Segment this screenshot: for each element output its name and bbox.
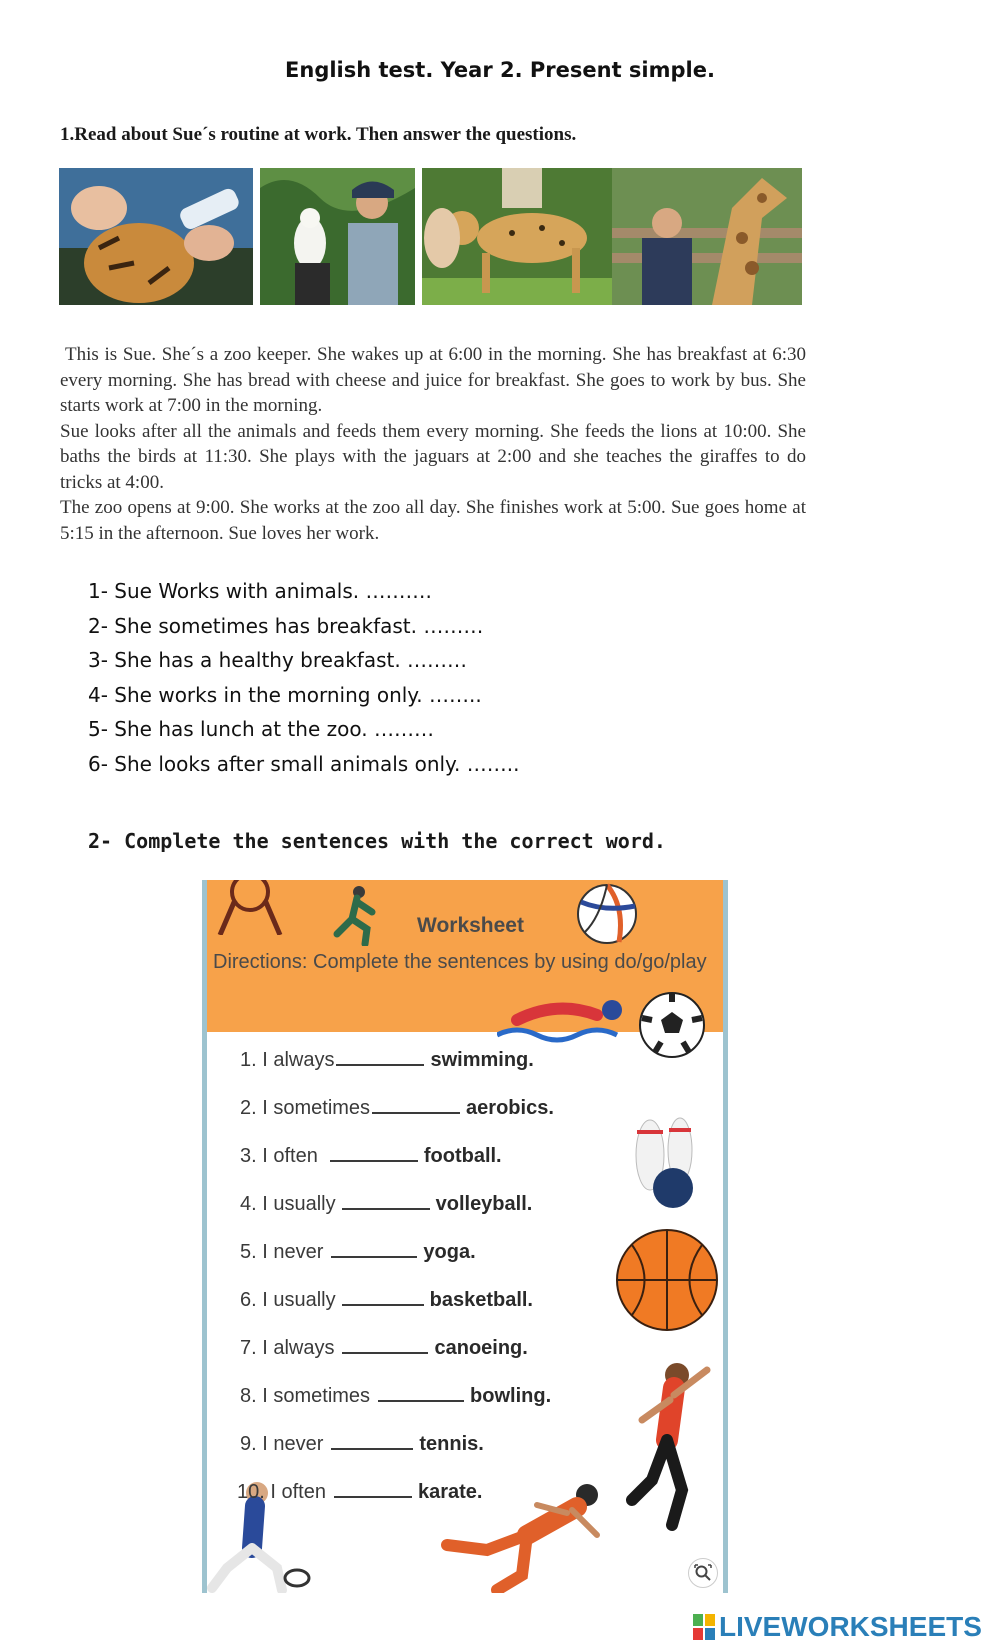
- worksheet-item: [240, 1096, 554, 1120]
- question-item: 1- Sue Works with animals. ……….: [88, 579, 432, 603]
- answer-blank[interactable]: [372, 1096, 460, 1114]
- worksheet-item-prefix: 2. I sometimes: [240, 1097, 371, 1119]
- worksheet-item-prefix: 10. I often: [237, 1481, 326, 1503]
- worksheet-item-word: aerobics.: [466, 1097, 554, 1119]
- question-item: 2- She sometimes has breakfast. ………: [88, 613, 484, 638]
- exercise-1-heading: 1.Read about Sue´s routine at work. Then answer the questions.: [60, 124, 577, 145]
- true-false-questions: [88, 574, 519, 781]
- bowling-icon: [625, 1110, 705, 1210]
- answer-blank[interactable]: [331, 1432, 413, 1450]
- exercise-2-heading: 2- Complete the sentences with the correct word.: [88, 829, 666, 853]
- question-item: 4- She works in the morning only. ……..: [88, 682, 482, 707]
- worksheet-item: [237, 1480, 482, 1504]
- worksheet-item-prefix: 5. I never: [240, 1241, 324, 1263]
- soccer-ball-icon: [637, 990, 707, 1060]
- worksheet-item: [240, 1048, 534, 1072]
- worksheet-item-word: basketball.: [429, 1289, 533, 1311]
- worksheet-item-word: football.: [423, 1145, 502, 1167]
- passage-paragraph: Sue looks after all the animals and feeds them every morning. She feeds the lions at 10:00. She baths the birds at 11:30. She plays with the jaguars at 2:00 and she teaches the giraffes to do tricks at 4:00.: [60, 420, 806, 493]
- worksheet-title: Worksheet: [417, 914, 524, 937]
- liveworksheets-logo-text: LIVEWORKSHEETS: [719, 1611, 982, 1642]
- worksheet-item: [240, 1432, 484, 1456]
- photo-strip: [59, 168, 802, 305]
- document-title: English test. Year 2. Present simple.: [285, 58, 715, 82]
- zoom-image-button[interactable]: [688, 1558, 718, 1588]
- giraffe-feeding-photo: [612, 168, 802, 305]
- worksheet-item-prefix: 4. I usually: [240, 1193, 336, 1215]
- worksheet-item: [240, 1144, 502, 1168]
- passage-paragraph: This is Sue. She´s a zoo keeper. She wakes up at 6:00 in the morning. She has breakfast at 6:30 every morning. She has bread with cheese and juice for breakfast. She goes to work by bus. She starts work at 7:00 in the morning.: [60, 344, 806, 416]
- worksheet-item-word: tennis.: [419, 1433, 484, 1455]
- worksheet-directions: Directions: Complete the sentences by using do/go/play: [213, 951, 707, 973]
- worksheet-item-word: karate.: [417, 1481, 483, 1503]
- question-item: 5- She has lunch at the zoo. ………: [88, 717, 434, 741]
- zookeeper-cockatoo-photo: [260, 168, 415, 305]
- worksheet-item: [240, 1240, 476, 1264]
- cheetah-photo: [422, 168, 612, 305]
- answer-blank[interactable]: [336, 1048, 424, 1066]
- worksheet-item: [240, 1384, 551, 1408]
- liveworksheets-logo[interactable]: [693, 1610, 982, 1644]
- worksheet-item-word: swimming.: [430, 1049, 534, 1071]
- worksheet-item-prefix: 1. I always: [240, 1049, 335, 1071]
- reading-passage: [60, 342, 806, 546]
- answer-blank[interactable]: [334, 1480, 412, 1498]
- worksheet-item-prefix: 8. I sometimes: [240, 1385, 371, 1407]
- worksheet-item-prefix: 7. I always: [240, 1337, 335, 1359]
- passage-paragraph: The zoo opens at 9:00. She works at the zoo all day. She finishes work at 5:00. Sue goes home at 5:15 in the afternoon. Sue loves her work.: [60, 497, 806, 544]
- worksheet-item: [240, 1336, 528, 1360]
- answer-blank[interactable]: [331, 1240, 417, 1258]
- sports-worksheet-image: [202, 880, 728, 1593]
- worksheet-item-word: volleyball.: [435, 1193, 533, 1215]
- runner-figure-icon: [327, 884, 387, 946]
- worksheet-item: [240, 1192, 532, 1216]
- question-item: 3- She has a healthy breakfast. ………: [88, 648, 468, 672]
- worksheet-item-word: canoeing.: [434, 1337, 528, 1359]
- volleyball-icon: [575, 882, 639, 946]
- worksheet-item-word: bowling.: [470, 1385, 552, 1407]
- tiger-cub-bottle-photo: [59, 168, 253, 305]
- worksheet-item-prefix: 6. I usually: [240, 1289, 336, 1311]
- answer-blank[interactable]: [342, 1336, 428, 1354]
- magnifier-icon: [694, 1564, 712, 1582]
- liveworksheets-logo-icon: [693, 1614, 715, 1640]
- worksheet-item-prefix: 9. I never: [240, 1433, 324, 1455]
- answer-blank[interactable]: [342, 1288, 424, 1306]
- worksheet-item-prefix: 3. I often: [240, 1145, 318, 1167]
- basketball-icon: [612, 1225, 722, 1335]
- answer-blank[interactable]: [342, 1192, 430, 1210]
- worksheet-item: [240, 1288, 533, 1312]
- answer-blank[interactable]: [330, 1144, 418, 1162]
- question-item: 6- She looks after small animals only. ……..: [88, 751, 520, 776]
- basketball-player-icon: [612, 1360, 722, 1540]
- answer-blank[interactable]: [378, 1384, 464, 1402]
- racket-icon: [215, 880, 285, 935]
- swimmer-icon: [497, 990, 637, 1045]
- worksheet-item-word: yoga.: [423, 1241, 476, 1263]
